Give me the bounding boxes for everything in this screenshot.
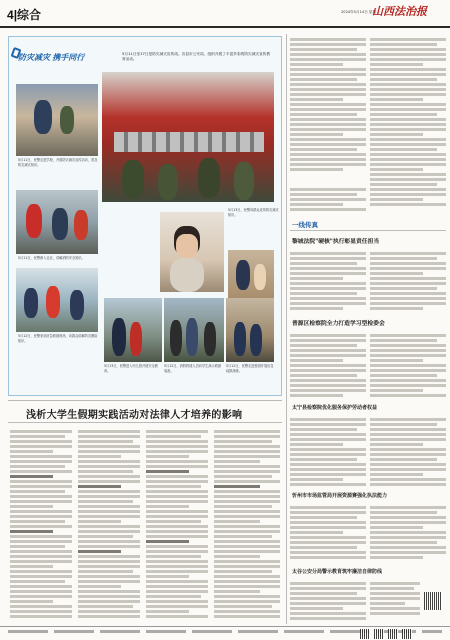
photo-caption: 5月13日，民警向群众宣传防灾减灾知识。 [228, 208, 279, 217]
photo-children [160, 212, 224, 292]
photo-caption: 5月11日，民警走进学校，开展防灾减灾宣传活动，普及防灾减灾知识。 [18, 158, 98, 167]
story-body-3b [370, 416, 446, 486]
article-headline-rule [8, 422, 282, 423]
photo-street-crowd [164, 298, 224, 362]
footer-qr-icon [402, 629, 412, 639]
story-body-1a [290, 250, 366, 310]
photo-school-visit [16, 84, 98, 156]
feature-lead: 5月11日至17日是防灾减灾宣传周。各县市公安局，组织开展了丰富多彩的防灾减灾宣传教育活动。 [122, 52, 271, 62]
page-number: 4|综合 [7, 8, 42, 22]
story-body-4b [370, 504, 446, 562]
story-title-5: 太谷公安分局警示教育筑牢廉洁自律防线 [292, 569, 383, 575]
story-body-5b [370, 580, 420, 622]
story-body-3a [290, 416, 366, 486]
photo-emergency-site [104, 298, 162, 362]
photo-caption: 5月12日，民警来到应急救援现场，向群众讲解防灾避险知识。 [18, 334, 98, 343]
section-rule [290, 230, 446, 231]
photo-caption: 5月11日，民警深入社区，讲解消防安全知识。 [18, 256, 85, 260]
photo-kindergarten [228, 250, 274, 298]
article-column-4 [214, 428, 280, 622]
photo-students [16, 268, 98, 332]
photo-caption: 5月13日，民警进入幼儿园开展安全教育。 [104, 364, 158, 373]
right-top-text-a [290, 36, 366, 176]
photo-caption: 5月12日，消防救援人员向学生演示救援装备。 [164, 364, 222, 373]
column-divider [286, 34, 287, 624]
story-body-2a [290, 332, 366, 400]
story-body-2b [370, 332, 446, 400]
page-footer [0, 626, 450, 640]
photo-caption: 5月12日，民警走进校园开展应急疏散演练。 [226, 364, 274, 373]
article-column-2 [78, 428, 140, 622]
issue-date: 2024年5月14日 星期二 [341, 10, 380, 14]
footer-qr-icon [360, 629, 370, 639]
story-title-1: 黎城法院"硬核"执行彰显责任担当 [292, 239, 380, 245]
article-column-1 [10, 428, 72, 622]
footer-qr-icon [374, 629, 384, 639]
photo-fire-truck [102, 72, 274, 202]
masthead-logo: 山西法治报 [372, 6, 427, 18]
section-title-frontline: 一线传真 [292, 221, 318, 229]
story-body-5a [290, 580, 366, 622]
story-title-4: 忻州市市场监管局开展资源赛强化执法能力 [292, 493, 388, 499]
qr-code-icon [424, 592, 442, 610]
story-body-1b [370, 250, 446, 310]
photo-campus-drill [226, 298, 274, 362]
feature-banner: 防灾减灾 携手同行 [18, 53, 85, 62]
story-title-3: 太宁县检察院优化服务保护劳动者权益 [292, 405, 378, 411]
article-column-3 [146, 428, 208, 622]
story-body-4a [290, 504, 366, 562]
article-headline: 浅析大学生假期实践活动对法律人才培养的影响 [26, 410, 243, 421]
story-title-2: 普源区检察院全力打造学习型检委会 [292, 321, 385, 327]
photo-community [16, 190, 98, 254]
page-header [0, 0, 450, 28]
footer-qr-icon [388, 629, 398, 639]
right-top-text-b [370, 36, 446, 212]
article-top-rule [8, 400, 282, 401]
right-top-text-c [290, 186, 366, 216]
